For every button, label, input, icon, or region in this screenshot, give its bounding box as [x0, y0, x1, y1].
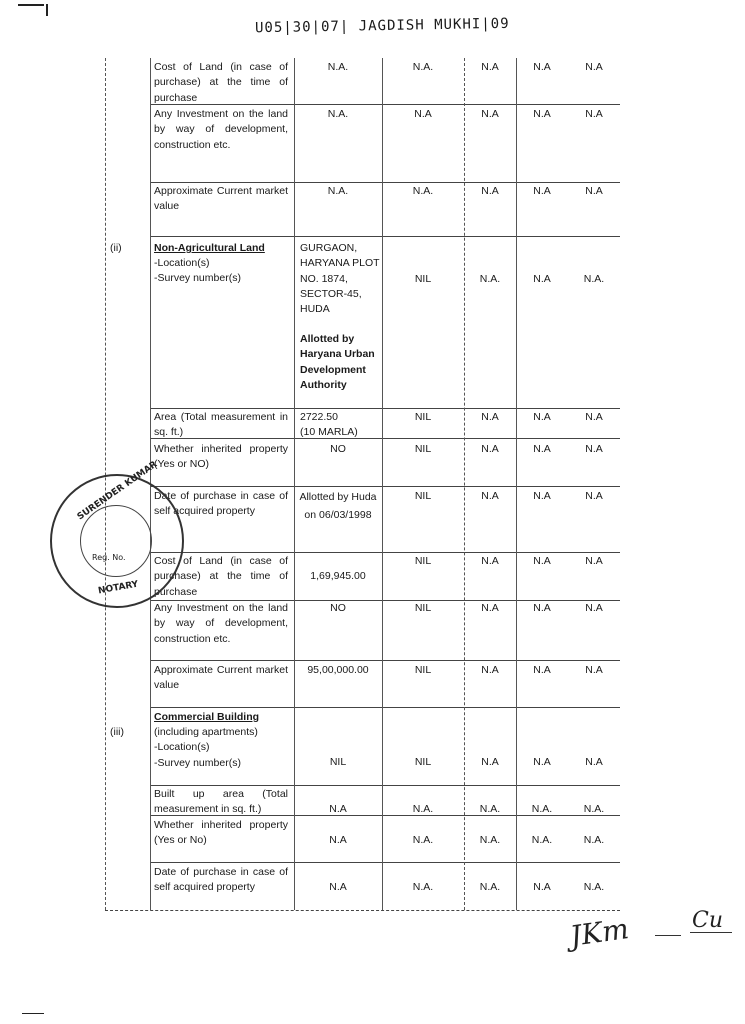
row-label: Any Investment on the land by way of development, construction etc. [154, 108, 288, 151]
cell-value: N.A [533, 664, 551, 676]
corner-mark [18, 4, 44, 6]
cell-value: N.A [481, 555, 499, 567]
section-number: (iii) [110, 726, 124, 738]
cell-value: N.A [329, 881, 347, 893]
cell-value: N.A [481, 664, 499, 676]
cell-value: NIL [414, 411, 432, 423]
cell-value: 95,00,000.00 [307, 664, 369, 676]
cell-value: N.A [533, 490, 551, 502]
cell-value: N.A. [412, 803, 434, 815]
cell-value: N.A [533, 61, 551, 73]
row-divider [150, 486, 620, 487]
row-divider [150, 236, 620, 237]
cell-value: NIL [414, 273, 432, 285]
row-label: Whether inherited property (Yes or No) [154, 819, 288, 847]
cell-value: N.A [533, 108, 551, 120]
cell-value: N.A [533, 881, 551, 893]
cell-value: N.A. [583, 273, 605, 285]
cell-value: GURGAON, HARYANA PLOT NO. 1874, SECTOR-45, HUDA [300, 242, 380, 316]
column-divider [464, 58, 465, 910]
cell-value: N.A. [583, 881, 605, 893]
cell-value: N.A [533, 756, 551, 768]
cell-value: N.A [481, 411, 499, 423]
cell-value: N.A [585, 185, 603, 197]
cell-value: N.A. [327, 185, 349, 197]
cell-value: N.A [481, 756, 499, 768]
stamp-bottom-text: NOTARY [97, 579, 140, 597]
column-divider [382, 58, 383, 910]
section-title: Non-Agricultural Land [154, 242, 265, 254]
cell-value: N.A. [583, 834, 605, 846]
cell-value: N.A [585, 443, 603, 455]
cell-value: N.A. [327, 61, 349, 73]
row-label: Cost of Land (in case of purchase) at the time of purchase [154, 555, 288, 598]
cell-value: N.A. [583, 803, 605, 815]
cell-value: N.A [585, 664, 603, 676]
stamp-mid-text: Reg. No. [92, 553, 126, 562]
cell-value: N.A [585, 490, 603, 502]
row-divider [150, 408, 620, 409]
cell-value: NIL [414, 602, 432, 614]
cell-value: N.A [481, 602, 499, 614]
cell-value: N.A. [531, 834, 553, 846]
row-divider [150, 660, 620, 661]
cell-value: NIL [414, 490, 432, 502]
signature-stroke [690, 932, 732, 933]
row-label: (including apartments) -Location(s) -Survey number(s) [154, 726, 258, 769]
initials: Cu [692, 908, 724, 933]
corner-mark [22, 1013, 44, 1014]
row-label: Area (Total measurement in sq. ft.) [154, 411, 288, 439]
row-label: Any Investment on the land by way of development, construction etc. [154, 602, 288, 645]
row-divider [150, 862, 620, 863]
cell-value: N.A. [531, 803, 553, 815]
stamp-top-text: SURENDER KUMAR [75, 459, 160, 523]
cell-value: N.A [329, 803, 347, 815]
cell-value: N.A [329, 834, 347, 846]
cell-value: N.A [533, 602, 551, 614]
signature-stroke [655, 935, 681, 936]
row-divider [150, 552, 620, 553]
cell-value: N.A. [479, 273, 501, 285]
cell-value: N.A [585, 756, 603, 768]
section-number: (ii) [110, 242, 122, 254]
cell-value: N.A [533, 443, 551, 455]
cell-value: N.A [533, 185, 551, 197]
signature: JKm [567, 912, 631, 953]
cell-value: 1,69,945.00 [310, 570, 366, 582]
row-label: Date of purchase in case of self acquired property [154, 866, 288, 894]
row-divider [150, 182, 620, 183]
cell-value: NIL [414, 664, 432, 676]
row-label: Approximate Current market value [154, 185, 288, 213]
cell-value: N.A. [412, 185, 434, 197]
cell-value: N.A [585, 61, 603, 73]
cell-value: NIL [414, 555, 432, 567]
cell-value: N.A. [479, 881, 501, 893]
cell-value: N.A. [479, 803, 501, 815]
cell-value: N.A [414, 108, 432, 120]
row-label: Built up area (Total measurement in sq. ft.) [154, 788, 288, 816]
cell-value: N.A [481, 490, 499, 502]
cell-value: N.A. [412, 834, 434, 846]
cell-value: N.A [533, 555, 551, 567]
cell-value: N.A [533, 273, 551, 285]
section-title: Commercial Building [154, 711, 260, 723]
row-label: Whether inherited property (Yes or NO) [154, 443, 288, 471]
cell-value: NO [330, 602, 346, 614]
row-divider [150, 707, 620, 708]
row-label: Cost of Land (in case of purchase) at the time of purchase [154, 61, 288, 104]
row-divider [105, 910, 620, 911]
cell-value: 2722.50 (10 MARLA) [300, 411, 358, 439]
cell-value: N.A. [479, 834, 501, 846]
row-label: Approximate Current market value [154, 664, 288, 692]
corner-mark [46, 4, 48, 16]
cell-value: N.A [481, 185, 499, 197]
cell-value: N.A [585, 411, 603, 423]
cell-value: N.A [533, 411, 551, 423]
column-divider [294, 58, 295, 910]
cell-value: NO [330, 443, 346, 455]
handwritten-header: U05|30|07| JAGDISH MUKHI|09 [254, 15, 510, 37]
column-divider [516, 58, 517, 910]
cell-value: N.A. [412, 61, 434, 73]
cell-value: N.A [585, 108, 603, 120]
row-label: -Location(s) -Survey number(s) [154, 257, 241, 285]
row-label: Date of purchase in case of self acquired property [154, 490, 288, 518]
cell-value: N.A [585, 602, 603, 614]
cell-value: N.A [481, 443, 499, 455]
cell-value-bold: Allotted by Haryana Urban Development Authority [300, 333, 375, 391]
cell-value: N.A. [412, 881, 434, 893]
cell-value: NIL [414, 756, 432, 768]
cell-value: Allotted by Huda on 06/03/1998 [299, 491, 377, 521]
cell-value: N.A [481, 108, 499, 120]
cell-value: NIL [414, 443, 432, 455]
cell-value: NIL [329, 756, 347, 768]
cell-value: N.A [481, 61, 499, 73]
cell-value: N.A. [327, 108, 349, 120]
row-divider [150, 785, 620, 786]
cell-value: N.A [585, 555, 603, 567]
